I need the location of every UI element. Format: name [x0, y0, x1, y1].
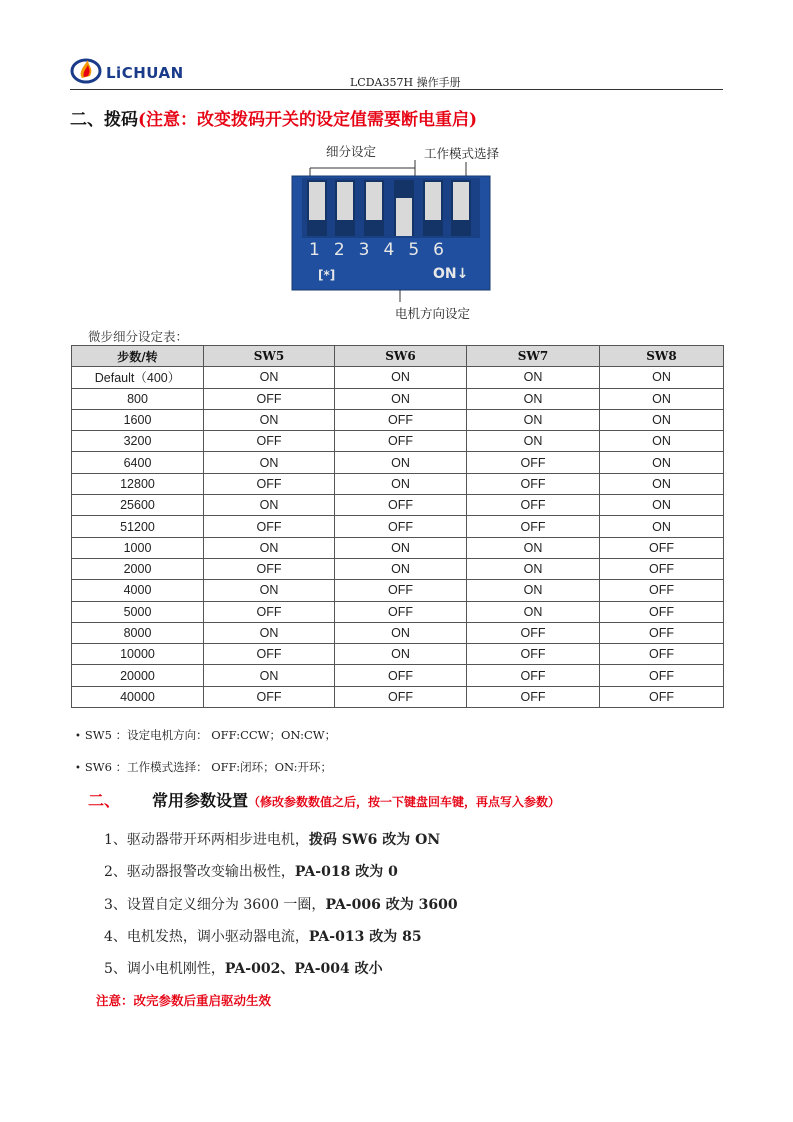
table-row	[72, 431, 724, 452]
section-params-title: 常用参数设置	[152, 791, 249, 810]
cell-switch-state: ON	[467, 537, 600, 558]
cell-switch-state: OFF	[335, 431, 467, 452]
header-divider	[70, 89, 723, 90]
cell-switch-state: OFF	[600, 622, 724, 643]
table-row	[72, 409, 724, 430]
table-row	[72, 473, 724, 494]
table-row	[72, 495, 724, 516]
cell-switch-state: OFF	[467, 452, 600, 473]
cell-steps: 51200	[72, 516, 204, 537]
section-params-number: 二、	[88, 791, 121, 810]
cell-switch-state: ON	[204, 665, 335, 686]
cell-steps: 2000	[72, 558, 204, 579]
cell-switch-state: ON	[467, 601, 600, 622]
cell-switch-state: ON	[204, 409, 335, 430]
cell-switch-state: ON	[335, 537, 467, 558]
cell-steps: 8000	[72, 622, 204, 643]
cell-switch-state: OFF	[204, 473, 335, 494]
dip-on-marking	[433, 266, 468, 282]
dip-left-mark: [*]	[318, 268, 336, 282]
note-sw6-text: SW6 ：工作模式选择： OFF:闭环；ON:开环；	[84, 760, 333, 774]
cell-switch-state: OFF	[204, 686, 335, 707]
section-params-subtitle: （修改参数数值之后，按一下键盘回车键，再点写入参数）	[248, 795, 561, 809]
cell-steps: 4000	[72, 580, 204, 601]
dip-number: 1	[309, 240, 334, 260]
cell-switch-state: OFF	[467, 473, 600, 494]
header-sw6: SW6	[335, 346, 467, 367]
cell-switch-state: ON	[467, 580, 600, 601]
param-item-value: 拨码 SW6 改为 ON	[308, 832, 441, 848]
dip-numbers	[309, 240, 458, 260]
table-body	[72, 367, 724, 708]
table-row	[72, 686, 724, 707]
cell-switch-state: OFF	[600, 537, 724, 558]
cell-switch-state: OFF	[600, 665, 724, 686]
label-direction: 电机方向设定	[395, 306, 471, 321]
cell-switch-state: ON	[335, 473, 467, 494]
cell-switch-state: ON	[335, 644, 467, 665]
table-row	[72, 601, 724, 622]
cell-switch-state: OFF	[335, 686, 467, 707]
cell-switch-state: OFF	[204, 388, 335, 409]
param-item	[104, 926, 422, 946]
dip-on-text: ON	[433, 266, 457, 282]
logo-text: LiCHUAN	[106, 64, 184, 82]
cell-switch-state: ON	[600, 409, 724, 430]
cell-switch-state: OFF	[335, 601, 467, 622]
cell-switch-state: ON	[204, 537, 335, 558]
cell-switch-state: ON	[204, 452, 335, 473]
table-caption: 微步细分设定表：	[88, 329, 189, 344]
dip-number: 3	[358, 240, 384, 260]
cell-switch-state: OFF	[335, 409, 467, 430]
cell-switch-state: ON	[600, 516, 724, 537]
final-note: 注意：改完参数后重启驱动生效	[96, 993, 272, 1008]
cell-switch-state: ON	[204, 580, 335, 601]
cell-switch-state: ON	[335, 367, 467, 388]
cell-switch-state: OFF	[335, 665, 467, 686]
cell-switch-state: ON	[467, 558, 600, 579]
cell-switch-state: OFF	[204, 644, 335, 665]
cell-switch-state: OFF	[600, 558, 724, 579]
cell-switch-state: OFF	[335, 495, 467, 516]
table-row	[72, 452, 724, 473]
cell-switch-state: ON	[600, 452, 724, 473]
param-item-value: PA-013 改为 85	[308, 929, 422, 945]
cell-switch-state: ON	[335, 388, 467, 409]
table-row	[72, 516, 724, 537]
cell-switch-state: ON	[467, 367, 600, 388]
cell-switch-state: OFF	[600, 580, 724, 601]
cell-switch-state: OFF	[335, 516, 467, 537]
note-sw6	[75, 759, 332, 775]
param-item-value: PA-002、PA-004 改小	[224, 961, 383, 977]
cell-steps: 6400	[72, 452, 204, 473]
table-row	[72, 580, 724, 601]
cell-switch-state: ON	[600, 431, 724, 452]
cell-steps: 5000	[72, 601, 204, 622]
cell-switch-state: OFF	[467, 644, 600, 665]
cell-switch-state: OFF	[467, 686, 600, 707]
section-params-heading	[88, 788, 560, 811]
table-row	[72, 537, 724, 558]
note-sw5	[75, 727, 336, 743]
cell-steps: 25600	[72, 495, 204, 516]
header-steps: 步数/转	[72, 346, 204, 367]
dip-number: 5	[408, 240, 434, 260]
param-item-value: PA-006 改为 3600	[325, 897, 458, 913]
cell-switch-state: ON	[204, 495, 335, 516]
note-sw5-text: SW5 ：设定电机方向： OFF:CCW；ON:CW；	[84, 728, 337, 742]
cell-steps: 1600	[72, 409, 204, 430]
arrow-down-icon: ↓	[456, 266, 469, 282]
param-item	[104, 861, 398, 881]
cell-switch-state: ON	[335, 622, 467, 643]
cell-steps: Default（400）	[72, 367, 204, 388]
bullet-icon: •	[75, 763, 81, 774]
dip-number: 4	[383, 240, 409, 260]
cell-switch-state: OFF	[600, 686, 724, 707]
cell-switch-state: OFF	[600, 601, 724, 622]
dip-switch-image	[290, 136, 520, 326]
cell-switch-state: OFF	[467, 495, 600, 516]
document-title: LCDA357H 操作手册	[350, 76, 461, 89]
param-item-text: 4、电机发热，调小驱动器电流，	[104, 929, 309, 945]
param-item-text: 1、驱动器带开环两相步进电机，	[104, 832, 309, 848]
label-subdivision: 细分设定	[326, 144, 377, 159]
header-sw7: SW7	[467, 346, 600, 367]
cell-switch-state: OFF	[467, 622, 600, 643]
cell-steps: 3200	[72, 431, 204, 452]
cell-switch-state: OFF	[204, 431, 335, 452]
cell-switch-state: ON	[204, 622, 335, 643]
cell-switch-state: ON	[600, 473, 724, 494]
cell-steps: 40000	[72, 686, 204, 707]
cell-switch-state: ON	[600, 495, 724, 516]
header-sw5: SW5	[204, 346, 335, 367]
cell-steps: 1000	[72, 537, 204, 558]
cell-switch-state: OFF	[204, 601, 335, 622]
param-item-text: 2、驱动器报警改变输出极性，	[104, 864, 295, 880]
param-item-value: PA-018 改为 0	[294, 864, 398, 880]
table-row	[72, 644, 724, 665]
param-item	[104, 829, 440, 849]
cell-steps: 12800	[72, 473, 204, 494]
cell-steps: 800	[72, 388, 204, 409]
cell-switch-state: OFF	[600, 644, 724, 665]
cell-switch-state: ON	[204, 367, 335, 388]
cell-switch-state: OFF	[335, 580, 467, 601]
table-header-row	[72, 346, 724, 367]
table-row	[72, 622, 724, 643]
cell-switch-state: ON	[467, 388, 600, 409]
dip-number: 2	[333, 240, 359, 260]
header-sw8: SW8	[600, 346, 724, 367]
table-row	[72, 388, 724, 409]
cell-switch-state: OFF	[204, 516, 335, 537]
cell-switch-state: OFF	[204, 558, 335, 579]
table-row	[72, 367, 724, 388]
section-dip-heading	[70, 105, 477, 130]
param-item	[104, 894, 458, 914]
param-item-text: 3、设置自定义细分为 3600 一圈，	[104, 897, 326, 913]
cell-switch-state: ON	[600, 388, 724, 409]
cell-switch-state: OFF	[467, 516, 600, 537]
param-item-text: 5、调小电机刚性，	[104, 961, 225, 977]
bullet-icon: •	[75, 731, 81, 742]
cell-switch-state: ON	[600, 367, 724, 388]
cell-switch-state: ON	[335, 452, 467, 473]
section-dip-title: 二、拨码	[70, 110, 138, 130]
cell-switch-state: ON	[335, 558, 467, 579]
dip-switch-figure	[290, 136, 520, 326]
microstep-table	[71, 345, 724, 708]
cell-steps: 20000	[72, 665, 204, 686]
table-row	[72, 558, 724, 579]
cell-switch-state: OFF	[467, 665, 600, 686]
dip-number: 6	[433, 240, 458, 260]
table-row	[72, 665, 724, 686]
cell-steps: 10000	[72, 644, 204, 665]
cell-switch-state: ON	[467, 431, 600, 452]
label-work-mode: 工作模式选择	[424, 146, 500, 161]
cell-switch-state: ON	[467, 409, 600, 430]
param-item	[104, 958, 383, 978]
section-dip-warning: (注意：改变拨码开关的设定值需要断电重启)	[138, 110, 478, 130]
